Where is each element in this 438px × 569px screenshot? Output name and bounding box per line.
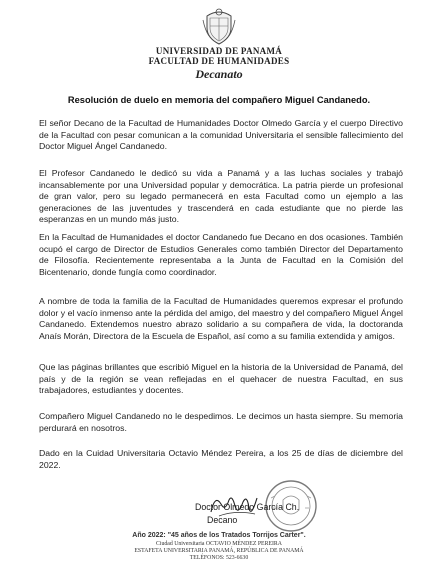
paragraph-7: Dado en la Cuidad Universitaria Octavio Méndez Pereira, a los 25 de días de diciembre del 2022. — [39, 448, 403, 470]
paragraph-2: El Profesor Candanedo le dedicó su vida a Panamá y a las luchas sociales y trabajó incansablemente por una Universidad popular y democrática. La patria pierde un profesional de gran valor, pero su legado permanecerá en esta Facultad como un ejemplo a las generaciones de las juventudes y trascenderá en cada estudiante que no pierde las esperanzas en un mundo más justo. — [39, 168, 403, 225]
paragraph-5: Que las páginas brillantes que escribió Miguel en la historia de la Universidad de Panamá, del país y de la región se vean reflejadas en el quehacer de nuestra Facultad, en sus trabajadores, estudiantes y docentes. — [39, 362, 403, 396]
faculty-name: FACULTAD DE HUMANIDADES — [148, 56, 290, 66]
paragraph-4: A nombre de toda la familia de la Facultad de Humanidades queremos expresar el profundo dolor y el vacío inmenso ante la pérdida del amigo, del maestro y del compañero Miguel Ángel Candanedo. Extendemos nuestro abrazo solidario a su compañera de vida, la doctoranda Anaís Morán, Directora de la Escuela de Español, así como a su familia extendida y amigos. — [39, 296, 403, 341]
paragraph-3: En la Facultad de Humanidades el doctor Candanedo fue Decano en dos ocasiones. También ocupó el cargo de Director de Estudios Generales como también Director del Departamento de Filosofía. Recientemente representaba a la Junta de Facultad en la Comisión del Bicentenario, donde fungía como coordinador. — [39, 232, 403, 277]
paragraph-6: Compañero Miguel Candanedo no le despedimos. Le decimos un hasta siempre. Su memoria perdurará en nosotros. — [39, 411, 403, 433]
document-title: Resolución de duelo en memoria del compañero Miguel Candanedo. — [67, 95, 371, 105]
paragraph-1: El señor Decano de la Facultad de Humanidades Doctor Olmedo García y el cuerpo Directivo de la Facultad con pesar comunican a la comunidad Universitaria el sensible fallecimiento del Doctor Miguel Ángel Candanedo. — [39, 118, 403, 152]
office-name: Decanato — [195, 67, 243, 81]
signatory-role: Decano — [207, 515, 238, 525]
university-name: UNIVERSIDAD DE PANAMÁ — [155, 46, 283, 56]
footer-phone: TELÉFONOS: 523-6630 — [189, 555, 249, 561]
university-crest-icon — [201, 6, 237, 46]
footer-address-2: ESTAFETA UNIVERSITARIA PANAMÁ, REPÚBLICA DE PANAMÁ — [134, 548, 304, 554]
signatory-name: Doctor Olmedo García Ch. — [195, 502, 300, 512]
footer-address-1: Ciudad Universitaria OCTAVIO MÉNDEZ PEREIRA — [156, 541, 282, 547]
footer-motto: Año 2022: "45 años de los Tratados Torrijos Carter". — [132, 532, 306, 539]
